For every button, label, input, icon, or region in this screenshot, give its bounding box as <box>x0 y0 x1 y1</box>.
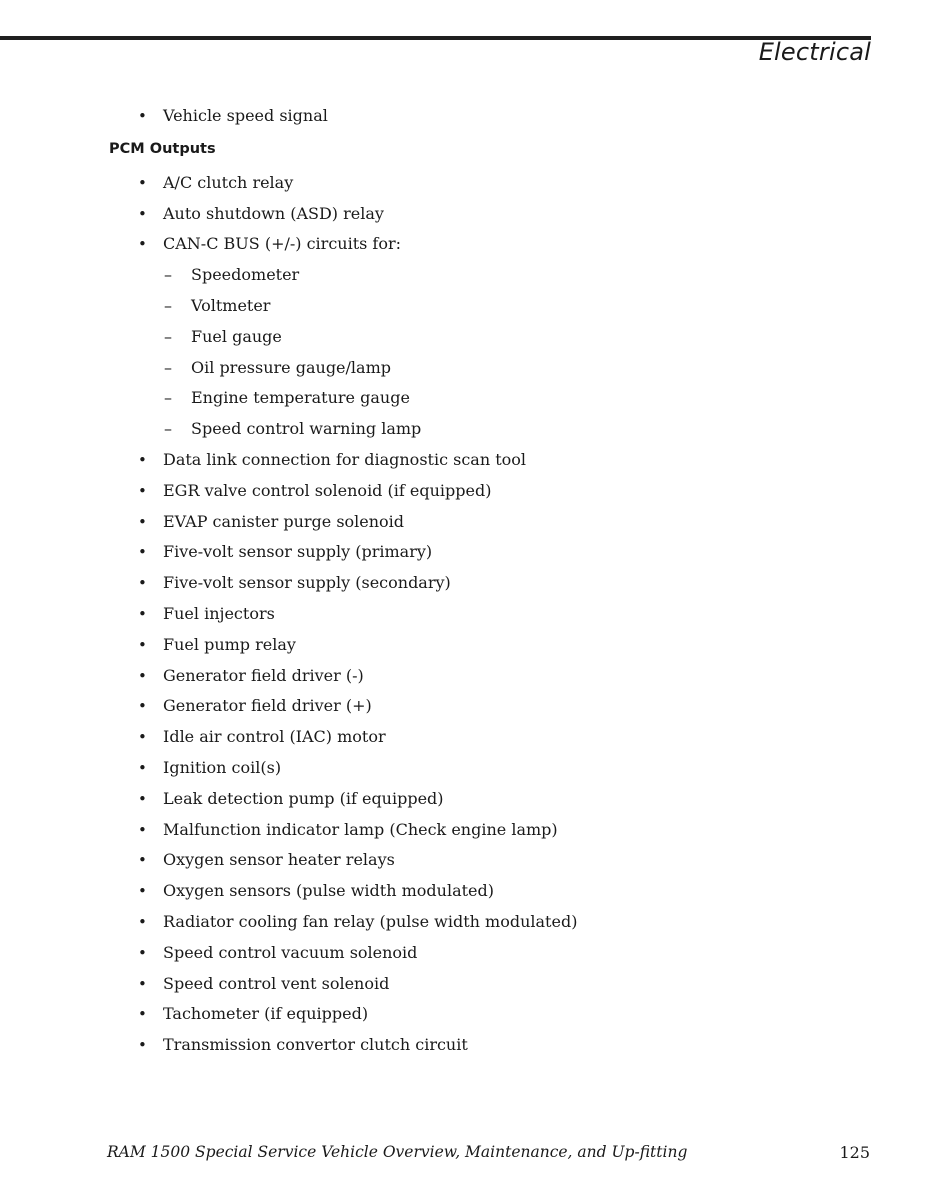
list-item-text: Oil pressure gauge/lamp <box>191 357 391 377</box>
list-item-text: Voltmeter <box>191 295 271 315</box>
dash-marker: – <box>164 419 172 439</box>
bullet-marker: • <box>138 107 147 125</box>
list-item-text: Auto shutdown (ASD) relay <box>163 203 384 223</box>
list-item <box>0 599 926 630</box>
list-item-text: Radiator cooling fan relay (pulse width modulated) <box>163 911 578 931</box>
bullet-marker: • <box>138 204 147 223</box>
sub-list-item <box>0 260 926 291</box>
list-item-text: A/C clutch relay <box>163 172 294 192</box>
list-item-text: Vehicle speed signal <box>163 106 328 125</box>
list-item <box>0 229 926 260</box>
bullet-marker: • <box>138 974 147 993</box>
list-item-text: Ignition coil(s) <box>163 757 282 777</box>
list-item-text: Oxygen sensor heater relays <box>163 850 395 870</box>
pcm-outputs-list <box>0 168 926 1061</box>
list-item-text: Speed control warning lamp <box>191 419 422 439</box>
bullet-marker: • <box>138 604 147 623</box>
list-item <box>0 969 926 1000</box>
bullet-marker: • <box>138 543 147 562</box>
page-content <box>0 101 926 1061</box>
list-item-text: Speedometer <box>191 265 300 285</box>
list-item-text: Generator field driver (+) <box>163 696 372 716</box>
bullet-marker: • <box>138 912 147 931</box>
dash-marker: – <box>164 388 172 408</box>
list-item-text: Five-volt sensor supply (primary) <box>163 542 433 562</box>
list-item-text: Engine temperature gauge <box>191 388 410 408</box>
list-item-text: Oxygen sensors (pulse width modulated) <box>163 881 494 901</box>
bullet-marker: • <box>138 820 147 839</box>
list-item <box>0 1030 926 1061</box>
list-item-text: Five-volt sensor supply (secondary) <box>163 573 451 593</box>
list-item <box>0 507 926 538</box>
list-item <box>0 101 926 132</box>
footer-document-title: RAM 1500 Special Service Vehicle Overview, Maintenance, and Up-fitting <box>107 1143 688 1161</box>
pcm-outputs-heading: PCM Outputs <box>109 140 216 157</box>
bullet-marker: • <box>138 697 147 716</box>
list-item-text: Data link connection for diagnostic scan tool <box>163 449 527 469</box>
list-item-text: Leak detection pump (if equipped) <box>163 788 444 808</box>
list-item <box>0 722 926 753</box>
bullet-marker: • <box>138 512 147 531</box>
list-item <box>0 445 926 476</box>
bullet-marker: • <box>138 1005 147 1024</box>
list-item-text: Malfunction indicator lamp (Check engine lamp) <box>163 819 558 839</box>
bullet-marker: • <box>138 1036 147 1055</box>
list-item-text: EGR valve control solenoid (if equipped) <box>163 480 492 500</box>
list-item <box>0 815 926 846</box>
list-item <box>0 876 926 907</box>
list-item <box>0 999 926 1030</box>
list-item-text: Fuel gauge <box>191 326 282 346</box>
list-item-text: Fuel pump relay <box>163 634 296 654</box>
list-item <box>0 199 926 230</box>
dash-marker: – <box>164 326 172 346</box>
list-item-text: Idle air control (IAC) motor <box>163 727 386 747</box>
sub-list-item <box>0 322 926 353</box>
bullet-marker: • <box>138 450 147 469</box>
pcm-outputs-section <box>0 132 926 168</box>
header-rule <box>0 36 871 40</box>
bullet-marker: • <box>138 882 147 901</box>
list-item <box>0 907 926 938</box>
list-item-text: Tachometer (if equipped) <box>163 1004 369 1024</box>
sub-list-item <box>0 414 926 445</box>
bullet-marker: • <box>138 481 147 500</box>
list-item <box>0 845 926 876</box>
page-number: 125 <box>839 1143 870 1162</box>
bullet-marker: • <box>138 666 147 685</box>
bullet-marker: • <box>138 635 147 654</box>
bullet-marker: • <box>138 173 147 192</box>
section-title: Electrical <box>758 38 871 66</box>
bullet-marker: • <box>138 851 147 870</box>
list-item-text: CAN-C BUS (+/-) circuits for: <box>163 234 402 254</box>
bullet-marker: • <box>138 235 147 254</box>
list-item <box>0 784 926 815</box>
list-item <box>0 630 926 661</box>
bullet-marker: • <box>138 789 147 808</box>
sub-list-item <box>0 353 926 384</box>
list-item <box>0 753 926 784</box>
list-item-text: Speed control vent solenoid <box>163 973 390 993</box>
list-item-text: Generator field driver (-) <box>163 665 364 685</box>
list-item <box>0 691 926 722</box>
bullet-marker: • <box>138 758 147 777</box>
dash-marker: – <box>164 357 172 377</box>
list-item <box>0 168 926 199</box>
list-item-text: EVAP canister purge solenoid <box>163 511 405 531</box>
bullet-marker: • <box>138 728 147 747</box>
bullet-marker: • <box>138 574 147 593</box>
list-item-text: Speed control vacuum solenoid <box>163 942 418 962</box>
bullet-marker: • <box>138 943 147 962</box>
list-item <box>0 476 926 507</box>
list-item <box>0 568 926 599</box>
dash-marker: – <box>164 265 172 285</box>
list-item <box>0 661 926 692</box>
list-item-text: Fuel injectors <box>163 603 275 623</box>
sub-list-item <box>0 291 926 322</box>
list-item-text: Transmission convertor clutch circuit <box>163 1035 468 1055</box>
dash-marker: – <box>164 295 172 315</box>
list-item <box>0 537 926 568</box>
sub-list-item <box>0 383 926 414</box>
list-item <box>0 938 926 969</box>
